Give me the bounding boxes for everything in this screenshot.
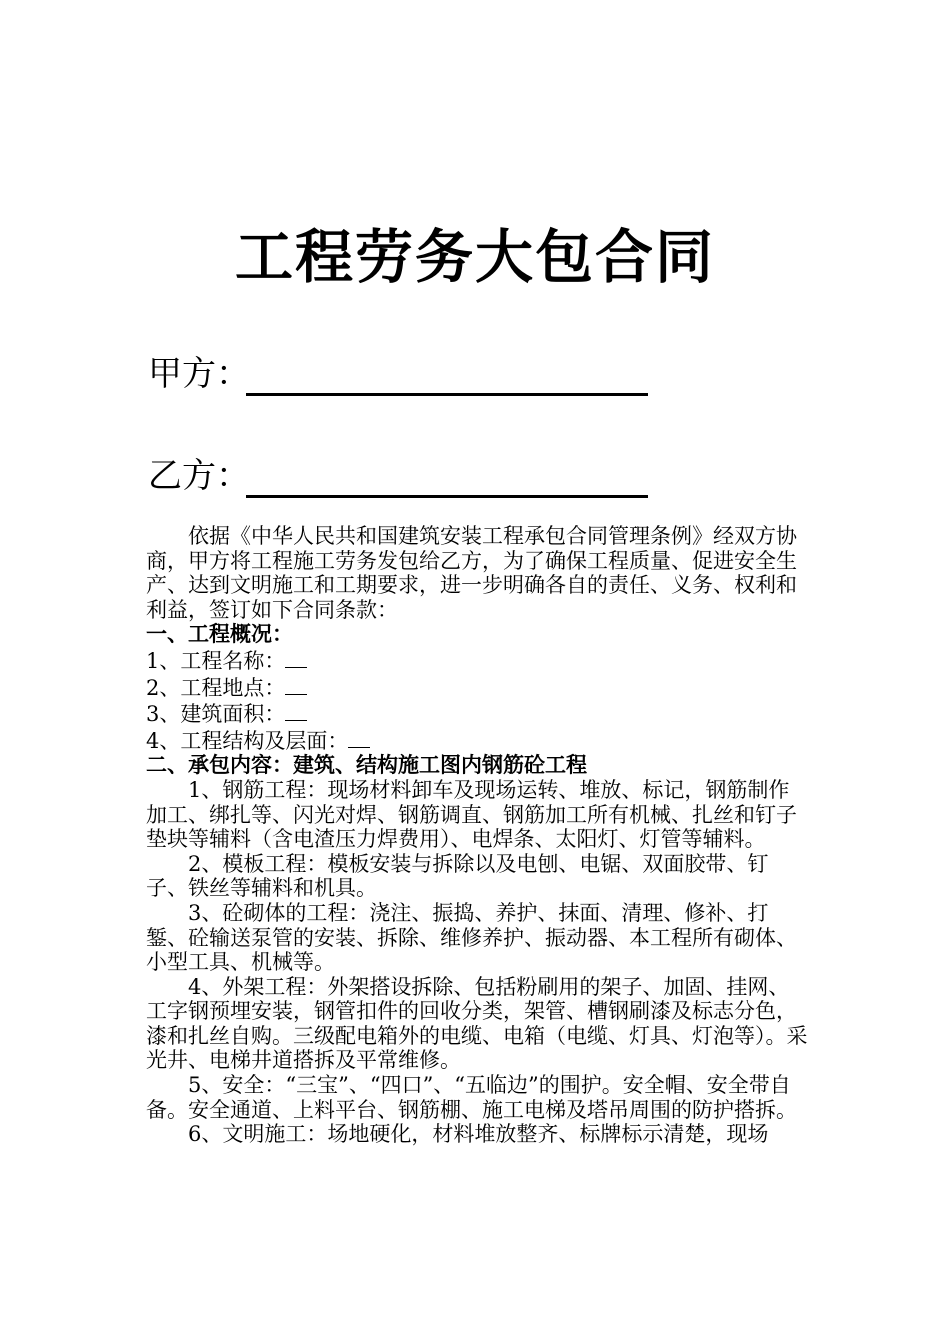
project-name-line	[146, 647, 810, 674]
structure-blank	[348, 727, 370, 748]
building-area-line	[146, 700, 810, 727]
clause-rebar: 1、钢筋工程：现场材料卸车及现场运转、堆放、标记，钢筋制作加工、绑扎等、闪光对焊、钢筋调直、钢筋加工所有机械、扎丝和钉子垫块等辅料（含电渣压力焊费用）、电焊条、太阳灯、灯管等辅料。	[146, 777, 797, 852]
clause-safety: 5、安全：“三宝”、“四口”、“五临边”的围护。安全帽、安全带自备。安全通道、上料平台、钢筋棚、施工电梯及塔吊周围的防护搭拆。	[146, 1073, 797, 1122]
document-title: 工程劳务大包合同	[234, 223, 715, 291]
clause-scaffold: 4、外架工程：外架搭设拆除、包括粉刷用的架子、加固、挂网、工字钢预埋安装，钢管扣件的回收分类，架管、槽钢刷漆及标志分色，漆和扎丝自购。三级配电箱外的电缆、电箱（电缆、灯具、灯泡等）。采光井、电梯井道搭拆及平常维修。	[146, 974, 808, 1073]
clause-civilized-construction: 6、文明施工：场地硬化，材料堆放整齐、标牌标示清楚，现场	[188, 1122, 769, 1147]
party-b-label: 乙方：	[148, 456, 250, 496]
project-name-blank	[285, 647, 307, 668]
structure-line	[146, 727, 810, 754]
preamble-paragraph: 依据《中华人民共和国建筑安装工程承包合同管理条例》经双方协商，甲方将工程施工劳务发包给乙方，为了确保工程质量、促进安全生产、达到文明施工和工期要求，进一步明确各自的责任、义务、权利和利益，签订如下合同条款：	[146, 524, 797, 622]
project-name-label: 1、工程名称：	[146, 648, 286, 673]
section-1-heading: 一、工程概况：	[146, 621, 293, 647]
clause-formwork: 2、模板工程：模板安装与拆除以及电刨、电锯、双面胶带、钉子、铁丝等辅料和机具。	[146, 851, 769, 901]
party-a-line	[148, 352, 648, 396]
party-b-blank	[246, 455, 648, 498]
project-location-label: 2、工程地点：	[146, 675, 286, 700]
party-a-label: 甲方：	[148, 354, 250, 394]
building-area-blank	[285, 700, 307, 721]
project-location-line	[146, 674, 810, 701]
structure-label: 4、工程结构及层面：	[146, 728, 349, 753]
party-b-line	[148, 454, 648, 498]
contract-body	[146, 524, 810, 1147]
party-a-blank	[246, 353, 648, 396]
clause-concrete: 3、砼砌体的工程：浇注、振捣、养护、抹面、清理、修补、打錾、砼输送泵管的安装、拆除、维修养护、振动器、本工程所有砌体、小型工具、机械等。	[146, 900, 797, 975]
section-2-heading: 二、承包内容：建筑、结构施工图内钢筋砼工程	[146, 752, 587, 778]
project-location-blank	[285, 674, 307, 695]
building-area-label: 3、建筑面积：	[146, 702, 286, 727]
